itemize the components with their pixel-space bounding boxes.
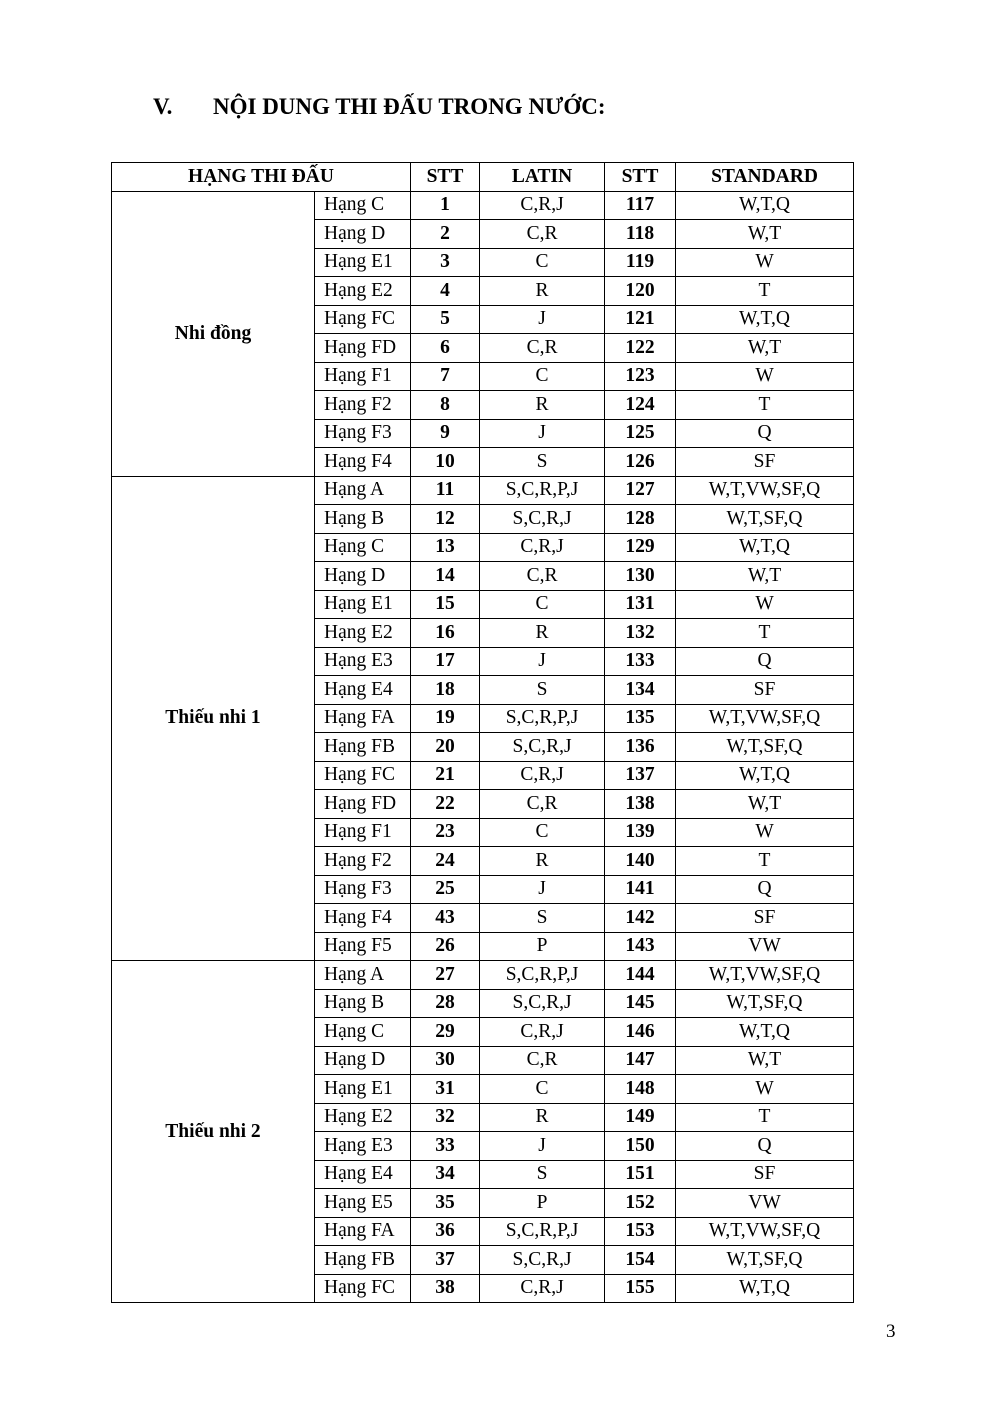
stt-latin-cell: 21 xyxy=(411,761,480,790)
rank-cell: Hạng F4 xyxy=(315,448,411,477)
header-stt-standard: STT xyxy=(605,163,676,192)
stt-latin-cell: 4 xyxy=(411,277,480,306)
stt-standard-cell: 132 xyxy=(605,619,676,648)
latin-cell: S xyxy=(480,1160,605,1189)
latin-cell: S,C,R,P,J xyxy=(480,704,605,733)
latin-cell: J xyxy=(480,419,605,448)
standard-cell: Q xyxy=(676,647,854,676)
stt-latin-cell: 29 xyxy=(411,1018,480,1047)
stt-standard-cell: 148 xyxy=(605,1075,676,1104)
rank-cell: Hạng F5 xyxy=(315,932,411,961)
rank-cell: Hạng FC xyxy=(315,1274,411,1303)
stt-standard-cell: 140 xyxy=(605,847,676,876)
latin-cell: R xyxy=(480,619,605,648)
standard-cell: VW xyxy=(676,1189,854,1218)
rank-cell: Hạng E1 xyxy=(315,248,411,277)
latin-cell: S xyxy=(480,676,605,705)
stt-standard-cell: 138 xyxy=(605,790,676,819)
standard-cell: W,T,Q xyxy=(676,1274,854,1303)
stt-latin-cell: 24 xyxy=(411,847,480,876)
stt-latin-cell: 26 xyxy=(411,932,480,961)
rank-cell: Hạng F4 xyxy=(315,904,411,933)
rank-cell: Hạng E3 xyxy=(315,1132,411,1161)
rank-cell: Hạng FB xyxy=(315,733,411,762)
rank-cell: Hạng E4 xyxy=(315,676,411,705)
age-group-cell: Thiếu nhi 2 xyxy=(112,961,315,1303)
latin-cell: J xyxy=(480,305,605,334)
standard-cell: W,T xyxy=(676,562,854,591)
stt-standard-cell: 144 xyxy=(605,961,676,990)
age-group-cell: Thiếu nhi 1 xyxy=(112,476,315,961)
stt-latin-cell: 5 xyxy=(411,305,480,334)
rank-cell: Hạng FA xyxy=(315,704,411,733)
stt-standard-cell: 152 xyxy=(605,1189,676,1218)
standard-cell: W,T,VW,SF,Q xyxy=(676,961,854,990)
stt-standard-cell: 151 xyxy=(605,1160,676,1189)
header-standard: STANDARD xyxy=(676,163,854,192)
rank-cell: Hạng F2 xyxy=(315,391,411,420)
standard-cell: W,T xyxy=(676,334,854,363)
standard-cell: T xyxy=(676,847,854,876)
rank-cell: Hạng C xyxy=(315,533,411,562)
standard-cell: T xyxy=(676,391,854,420)
stt-standard-cell: 131 xyxy=(605,590,676,619)
latin-cell: S,C,R,J xyxy=(480,733,605,762)
rank-cell: Hạng C xyxy=(315,1018,411,1047)
age-group-cell: Nhi đồng xyxy=(112,191,315,476)
header-latin: LATIN xyxy=(480,163,605,192)
standard-cell: W,T,SF,Q xyxy=(676,733,854,762)
stt-standard-cell: 149 xyxy=(605,1103,676,1132)
latin-cell: S,C,R,J xyxy=(480,505,605,534)
stt-standard-cell: 129 xyxy=(605,533,676,562)
stt-standard-cell: 136 xyxy=(605,733,676,762)
stt-latin-cell: 36 xyxy=(411,1217,480,1246)
section-title: NỘI DUNG THI ĐẤU TRONG NƯỚC: xyxy=(213,94,606,119)
rank-cell: Hạng E2 xyxy=(315,1103,411,1132)
stt-latin-cell: 23 xyxy=(411,818,480,847)
latin-cell: S,C,R,J xyxy=(480,989,605,1018)
page-number: 3 xyxy=(886,1321,896,1342)
rank-cell: Hạng FB xyxy=(315,1246,411,1275)
standard-cell: T xyxy=(676,1103,854,1132)
stt-standard-cell: 135 xyxy=(605,704,676,733)
latin-cell: C,R,J xyxy=(480,533,605,562)
standard-cell: T xyxy=(676,619,854,648)
stt-latin-cell: 9 xyxy=(411,419,480,448)
latin-cell: R xyxy=(480,1103,605,1132)
stt-standard-cell: 134 xyxy=(605,676,676,705)
standard-cell: W xyxy=(676,362,854,391)
stt-standard-cell: 139 xyxy=(605,818,676,847)
stt-standard-cell: 153 xyxy=(605,1217,676,1246)
stt-latin-cell: 27 xyxy=(411,961,480,990)
latin-cell: C,R xyxy=(480,334,605,363)
latin-cell: J xyxy=(480,647,605,676)
rank-cell: Hạng D xyxy=(315,562,411,591)
stt-latin-cell: 16 xyxy=(411,619,480,648)
stt-latin-cell: 6 xyxy=(411,334,480,363)
table-row xyxy=(112,476,854,505)
latin-cell: S xyxy=(480,904,605,933)
standard-cell: Q xyxy=(676,1132,854,1161)
rank-cell: Hạng E3 xyxy=(315,647,411,676)
latin-cell: C,R xyxy=(480,1046,605,1075)
rank-cell: Hạng F3 xyxy=(315,419,411,448)
stt-latin-cell: 35 xyxy=(411,1189,480,1218)
stt-latin-cell: 10 xyxy=(411,448,480,477)
stt-standard-cell: 155 xyxy=(605,1274,676,1303)
standard-cell: W xyxy=(676,1075,854,1104)
stt-standard-cell: 141 xyxy=(605,875,676,904)
stt-standard-cell: 147 xyxy=(605,1046,676,1075)
rank-cell: Hạng E4 xyxy=(315,1160,411,1189)
stt-latin-cell: 37 xyxy=(411,1246,480,1275)
rank-cell: Hạng FD xyxy=(315,334,411,363)
latin-cell: P xyxy=(480,932,605,961)
standard-cell: W,T xyxy=(676,220,854,249)
stt-latin-cell: 34 xyxy=(411,1160,480,1189)
latin-cell: C,R,J xyxy=(480,1274,605,1303)
standard-cell: W,T,Q xyxy=(676,191,854,220)
latin-cell: R xyxy=(480,277,605,306)
stt-standard-cell: 119 xyxy=(605,248,676,277)
table-row xyxy=(112,191,854,220)
latin-cell: C xyxy=(480,818,605,847)
standard-cell: W,T,Q xyxy=(676,761,854,790)
stt-standard-cell: 121 xyxy=(605,305,676,334)
standard-cell: W,T,VW,SF,Q xyxy=(676,1217,854,1246)
latin-cell: C,R,J xyxy=(480,191,605,220)
stt-standard-cell: 130 xyxy=(605,562,676,591)
latin-cell: S,C,R,P,J xyxy=(480,476,605,505)
standard-cell: VW xyxy=(676,932,854,961)
header-rank: HẠNG THI ĐẤU xyxy=(112,163,411,192)
stt-latin-cell: 8 xyxy=(411,391,480,420)
standard-cell: W,T,SF,Q xyxy=(676,989,854,1018)
standard-cell: Q xyxy=(676,419,854,448)
rank-cell: Hạng E1 xyxy=(315,1075,411,1104)
standard-cell: W,T,SF,Q xyxy=(676,505,854,534)
stt-latin-cell: 3 xyxy=(411,248,480,277)
standard-cell: W xyxy=(676,590,854,619)
rank-cell: Hạng F1 xyxy=(315,818,411,847)
stt-standard-cell: 128 xyxy=(605,505,676,534)
standard-cell: T xyxy=(676,277,854,306)
stt-standard-cell: 120 xyxy=(605,277,676,306)
standard-cell: W xyxy=(676,248,854,277)
latin-cell: C,R xyxy=(480,790,605,819)
latin-cell: S,C,R,P,J xyxy=(480,961,605,990)
section-heading xyxy=(153,94,606,120)
standard-cell: W,T,Q xyxy=(676,533,854,562)
latin-cell: C xyxy=(480,248,605,277)
latin-cell: C,R,J xyxy=(480,761,605,790)
standard-cell: SF xyxy=(676,676,854,705)
rank-cell: Hạng FC xyxy=(315,761,411,790)
stt-latin-cell: 28 xyxy=(411,989,480,1018)
stt-standard-cell: 142 xyxy=(605,904,676,933)
stt-latin-cell: 11 xyxy=(411,476,480,505)
stt-standard-cell: 124 xyxy=(605,391,676,420)
rank-cell: Hạng F1 xyxy=(315,362,411,391)
latin-cell: R xyxy=(480,847,605,876)
stt-standard-cell: 123 xyxy=(605,362,676,391)
stt-latin-cell: 18 xyxy=(411,676,480,705)
stt-standard-cell: 117 xyxy=(605,191,676,220)
stt-latin-cell: 38 xyxy=(411,1274,480,1303)
stt-latin-cell: 7 xyxy=(411,362,480,391)
stt-latin-cell: 20 xyxy=(411,733,480,762)
standard-cell: W,T,Q xyxy=(676,1018,854,1047)
stt-standard-cell: 145 xyxy=(605,989,676,1018)
latin-cell: R xyxy=(480,391,605,420)
stt-standard-cell: 133 xyxy=(605,647,676,676)
standard-cell: W xyxy=(676,818,854,847)
rank-cell: Hạng A xyxy=(315,476,411,505)
stt-standard-cell: 118 xyxy=(605,220,676,249)
stt-standard-cell: 143 xyxy=(605,932,676,961)
stt-standard-cell: 146 xyxy=(605,1018,676,1047)
stt-standard-cell: 127 xyxy=(605,476,676,505)
rank-cell: Hạng FD xyxy=(315,790,411,819)
stt-latin-cell: 33 xyxy=(411,1132,480,1161)
header-stt-latin: STT xyxy=(411,163,480,192)
competition-table xyxy=(111,162,854,1303)
stt-latin-cell: 15 xyxy=(411,590,480,619)
standard-cell: SF xyxy=(676,904,854,933)
latin-cell: S,C,R,P,J xyxy=(480,1217,605,1246)
standard-cell: SF xyxy=(676,448,854,477)
stt-latin-cell: 14 xyxy=(411,562,480,591)
standard-cell: W,T,VW,SF,Q xyxy=(676,704,854,733)
stt-latin-cell: 22 xyxy=(411,790,480,819)
standard-cell: W,T xyxy=(676,790,854,819)
stt-latin-cell: 13 xyxy=(411,533,480,562)
rank-cell: Hạng FC xyxy=(315,305,411,334)
standard-cell: W,T xyxy=(676,1046,854,1075)
standard-cell: W,T,SF,Q xyxy=(676,1246,854,1275)
stt-latin-cell: 43 xyxy=(411,904,480,933)
latin-cell: S xyxy=(480,448,605,477)
stt-latin-cell: 17 xyxy=(411,647,480,676)
rank-cell: Hạng C xyxy=(315,191,411,220)
standard-cell: W,T,VW,SF,Q xyxy=(676,476,854,505)
latin-cell: J xyxy=(480,875,605,904)
rank-cell: Hạng E1 xyxy=(315,590,411,619)
rank-cell: Hạng F2 xyxy=(315,847,411,876)
latin-cell: C,R xyxy=(480,220,605,249)
stt-standard-cell: 154 xyxy=(605,1246,676,1275)
table-body xyxy=(112,191,854,1303)
stt-latin-cell: 30 xyxy=(411,1046,480,1075)
latin-cell: C,R,J xyxy=(480,1018,605,1047)
stt-latin-cell: 12 xyxy=(411,505,480,534)
rank-cell: Hạng E2 xyxy=(315,277,411,306)
latin-cell: S,C,R,J xyxy=(480,1246,605,1275)
table-header-row xyxy=(112,163,854,192)
stt-latin-cell: 31 xyxy=(411,1075,480,1104)
stt-standard-cell: 125 xyxy=(605,419,676,448)
rank-cell: Hạng D xyxy=(315,1046,411,1075)
stt-latin-cell: 32 xyxy=(411,1103,480,1132)
standard-cell: Q xyxy=(676,875,854,904)
rank-cell: Hạng F3 xyxy=(315,875,411,904)
section-number: V. xyxy=(153,94,173,119)
latin-cell: C xyxy=(480,590,605,619)
latin-cell: C,R xyxy=(480,562,605,591)
latin-cell: C xyxy=(480,1075,605,1104)
latin-cell: J xyxy=(480,1132,605,1161)
stt-latin-cell: 1 xyxy=(411,191,480,220)
rank-cell: Hạng D xyxy=(315,220,411,249)
standard-cell: W,T,Q xyxy=(676,305,854,334)
rank-cell: Hạng E2 xyxy=(315,619,411,648)
stt-latin-cell: 25 xyxy=(411,875,480,904)
latin-cell: P xyxy=(480,1189,605,1218)
stt-latin-cell: 19 xyxy=(411,704,480,733)
rank-cell: Hạng E5 xyxy=(315,1189,411,1218)
standard-cell: SF xyxy=(676,1160,854,1189)
stt-standard-cell: 137 xyxy=(605,761,676,790)
stt-standard-cell: 126 xyxy=(605,448,676,477)
latin-cell: C xyxy=(480,362,605,391)
table-row xyxy=(112,961,854,990)
stt-standard-cell: 122 xyxy=(605,334,676,363)
rank-cell: Hạng B xyxy=(315,989,411,1018)
rank-cell: Hạng FA xyxy=(315,1217,411,1246)
rank-cell: Hạng B xyxy=(315,505,411,534)
stt-standard-cell: 150 xyxy=(605,1132,676,1161)
stt-latin-cell: 2 xyxy=(411,220,480,249)
rank-cell: Hạng A xyxy=(315,961,411,990)
